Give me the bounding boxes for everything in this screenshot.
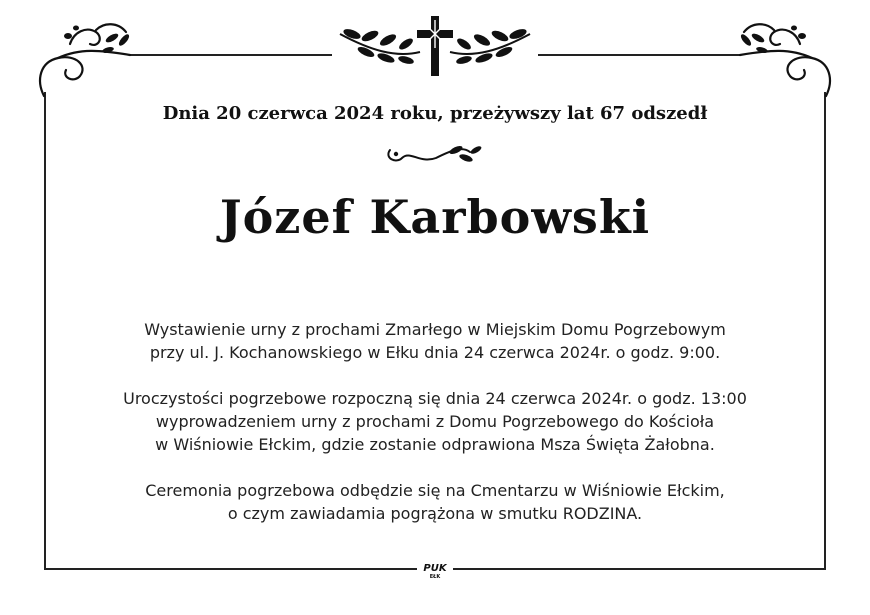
laurel-branch-right-icon xyxy=(450,27,530,65)
ceremony-paragraph xyxy=(0,387,870,456)
right-corner-flourish-icon xyxy=(739,24,830,96)
top-ornaments xyxy=(0,0,870,100)
death-announcement-headline: Dnia 20 czerwca 2024 roku, przeżywszy lat 67 odszedł xyxy=(162,103,708,124)
text-line: Uroczystości pogrzebowe rozpoczną się dnia 24 czerwca 2024r. o godz. 13:00 xyxy=(123,389,747,408)
text-line: przy ul. J. Kochanowskiego w Ełku dnia 24 czerwca 2024r. o godz. 9:00. xyxy=(149,343,721,362)
urn-viewing-paragraph xyxy=(0,318,870,364)
text-line: o czym zawiadamia pogrążona w smutku RODZINA. xyxy=(227,504,643,523)
logo-line-1: PUK xyxy=(423,563,447,574)
left-corner-flourish-icon xyxy=(40,24,131,96)
logo-line-2: EŁK xyxy=(429,574,441,580)
laurel-branch-left-icon xyxy=(340,27,420,65)
puk-elk-logo xyxy=(417,563,453,580)
cross-icon xyxy=(417,16,453,76)
funeral-details xyxy=(0,318,870,548)
text-line: Ceremonia pogrzebowa odbędzie się na Cmentarzu w Wiśniowie Ełckim, xyxy=(145,481,725,500)
burial-paragraph xyxy=(0,479,870,525)
text-line: Wystawienie urny z prochami Zmarłego w Miejskim Domu Pogrzebowym xyxy=(144,320,726,339)
text-line: wyprowadzeniem urny z prochami z Domu Pogrzebowego do Kościoła xyxy=(155,412,715,431)
text-line: w Wiśniowie Ełckim, gdzie zostanie odprawiona Msza Święta Żałobna. xyxy=(155,435,715,454)
deceased-name: Józef Karbowski xyxy=(219,190,651,244)
